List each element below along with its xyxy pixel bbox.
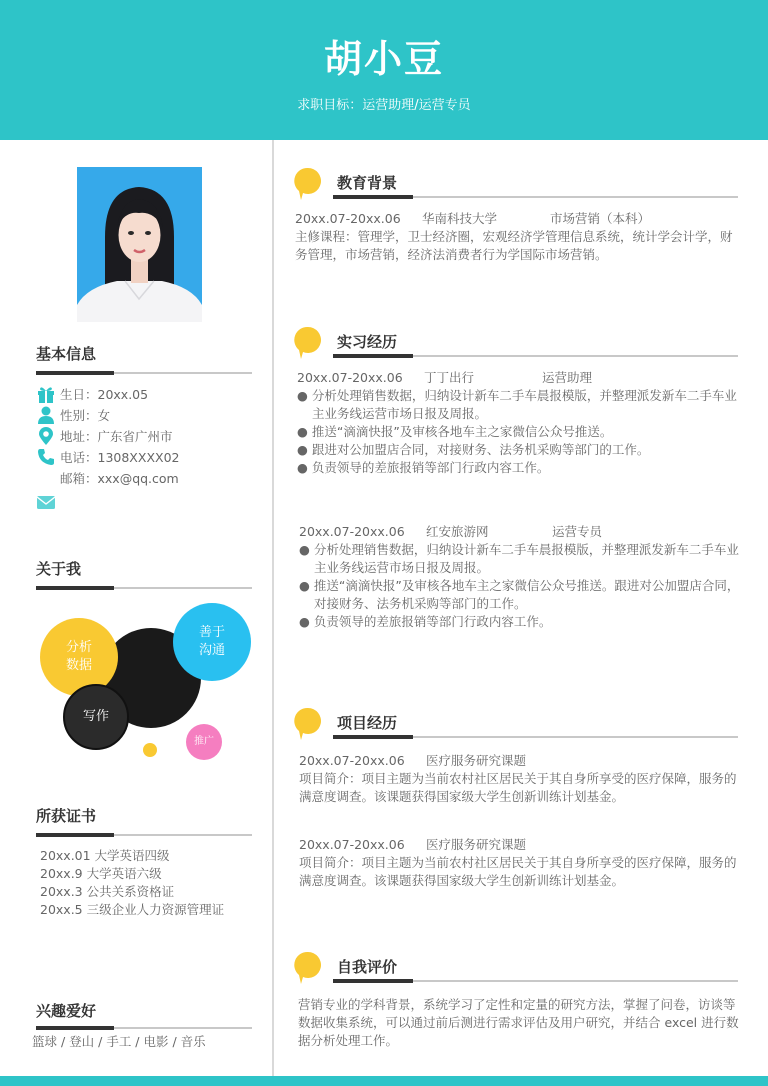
info-email <box>36 469 179 487</box>
hobby-section <box>36 1000 252 1029</box>
project-name: 医疗服务研究课题 <box>426 753 527 768</box>
mail-icon <box>36 495 56 514</box>
project-2 <box>299 836 742 890</box>
intern-section <box>293 325 738 365</box>
job-company: 丁丁出行 <box>424 370 475 385</box>
basic-info-title: 基本信息 <box>36 345 97 363</box>
intern-rule <box>333 355 738 357</box>
bubble-promotion: 推广 <box>186 724 222 760</box>
cert-item: 20xx.9 大学英语六级 <box>40 866 162 881</box>
info-phone-text: 电话：1308XXXX02 <box>60 450 180 465</box>
bubble-dot <box>143 743 157 757</box>
cert-item: 20xx.01 大学英语四级 <box>40 848 170 863</box>
speech-bubble-icon <box>293 950 323 986</box>
certs-rule <box>36 834 252 836</box>
job-bullet: ● 推送“滴滴快报”及审核各地车主之家微信公众号推送。 <box>297 424 613 439</box>
cert-item: 20xx.5 三级企业人力资源管理证 <box>40 902 225 917</box>
hobby-title: 兴趣爱好 <box>36 1002 97 1020</box>
cert-item: 20xx.3 公共关系资格证 <box>40 884 175 899</box>
job-bullet: ● 跟进对公加盟店合同，对接财务、法务机采购等部门的工作。 <box>297 442 650 457</box>
self-eval-rule <box>333 980 738 982</box>
job-bullet: ● 负责领导的差旅报销等部门行政内容工作。 <box>297 460 550 475</box>
gift-icon <box>36 385 56 403</box>
info-gender-text: 性别：女 <box>60 408 111 423</box>
education-section <box>293 166 738 206</box>
certs-section <box>36 805 252 836</box>
speech-bubble-icon <box>293 166 323 202</box>
education-entry <box>295 210 740 264</box>
footer-bar <box>0 1076 768 1086</box>
job-target: 求职目标：运营助理/运营专员 <box>297 98 471 113</box>
job-date: 20xx.07-20xx.06 <box>297 370 403 385</box>
job-bullet: ● 推送“滴滴快报”及审核各地车主之家微信公众号推送。跟进对公加盟店合同，对接财务、法务机采购等部门的工作。 <box>299 578 740 611</box>
speech-bubble-icon <box>293 706 323 742</box>
education-school: 华南科技大学 <box>422 211 498 226</box>
bubble-analyze-data: 分析 数据 <box>40 618 118 696</box>
intern-job-1 <box>297 369 742 477</box>
self-eval-section <box>293 950 738 990</box>
about-section <box>36 558 252 589</box>
bubble-writing: 写作 <box>63 684 129 750</box>
job-date: 20xx.07-20xx.06 <box>299 524 405 539</box>
intern-title: 实习经历 <box>337 333 398 351</box>
info-address-text: 地址：广东省广州市 <box>60 429 173 444</box>
projects-section <box>293 706 738 746</box>
basic-info-rule <box>36 372 252 374</box>
hobby-rule <box>36 1027 252 1029</box>
job-company: 红安旅游网 <box>426 524 489 539</box>
job-role: 运营专员 <box>552 524 603 539</box>
education-rule <box>333 196 738 198</box>
info-birthday-text: 生日：20xx.05 <box>60 387 149 402</box>
education-major: 市场营销（本科） <box>550 211 651 226</box>
info-address <box>36 427 173 445</box>
certs-title: 所获证书 <box>36 807 97 825</box>
project-date: 20xx.07-20xx.06 <box>299 753 405 768</box>
project-desc: 项目简介：项目主题为当前农村社区居民关于其自身所享受的医疗保障，服务的满意度调查。该课题获得国家级大学生创新训练计划基金。 <box>299 855 737 888</box>
info-birthday <box>36 385 148 403</box>
projects-rule <box>333 736 738 738</box>
header-banner <box>0 0 768 140</box>
project-1 <box>299 752 742 806</box>
job-bullet: ● 分析处理销售数据，归纳设计新车二手车晨报模版，并整理派发新车二手车业主业务线运营市场日报及周报。 <box>299 542 739 575</box>
education-date: 20xx.07-20xx.06 <box>295 211 401 226</box>
project-date: 20xx.07-20xx.06 <box>299 837 405 852</box>
about-rule <box>36 587 252 589</box>
phone-icon <box>36 448 56 466</box>
hobby-list: 篮球 / 登山 / 手工 / 电影 / 音乐 <box>32 1034 206 1049</box>
about-title: 关于我 <box>36 560 82 578</box>
info-email-text: 邮箱：xxx@qq.com <box>60 471 179 486</box>
column-divider <box>272 140 274 1076</box>
location-icon <box>36 427 56 445</box>
profile-photo <box>77 167 202 322</box>
job-bullet: ● 分析处理销售数据，归纳设计新车二手车晨报模版，并整理派发新车二手车业主业务线运营市场日报及周报。 <box>297 388 737 421</box>
project-desc: 项目简介：项目主题为当前农村社区居民关于其自身所享受的医疗保障，服务的满意度调查。该课题获得国家级大学生创新训练计划基金。 <box>299 771 737 804</box>
education-courses: 主修课程：管理学，卫士经济圈，宏观经济学管理信息系统，统计学会计学，财务管理，市场营销，经济法消费者行为学国际市场营销。 <box>295 229 733 262</box>
info-phone <box>36 448 179 466</box>
job-bullet: ● 负责领导的差旅报销等部门行政内容工作。 <box>299 614 552 629</box>
person-icon <box>36 406 56 424</box>
bubble-communication: 善于 沟通 <box>173 603 251 681</box>
basic-info-section <box>36 343 252 374</box>
info-gender <box>36 406 110 424</box>
job-role: 运营助理 <box>542 370 593 385</box>
intern-job-2 <box>299 523 751 631</box>
self-eval-title: 自我评价 <box>337 958 398 976</box>
education-title: 教育背景 <box>337 174 398 192</box>
candidate-name: 胡小豆 <box>323 37 444 81</box>
project-name: 医疗服务研究课题 <box>426 837 527 852</box>
projects-title: 项目经历 <box>337 714 398 732</box>
self-eval-text: 营销专业的学科背景，系统学习了定性和定量的研究方法，掌握了问卷，访谈等数据收集系统，可以通过前后测进行需求评估及用户研究，并结合 excel 进行数据分析处理工作。 <box>298 997 739 1048</box>
speech-bubble-icon <box>293 325 323 361</box>
